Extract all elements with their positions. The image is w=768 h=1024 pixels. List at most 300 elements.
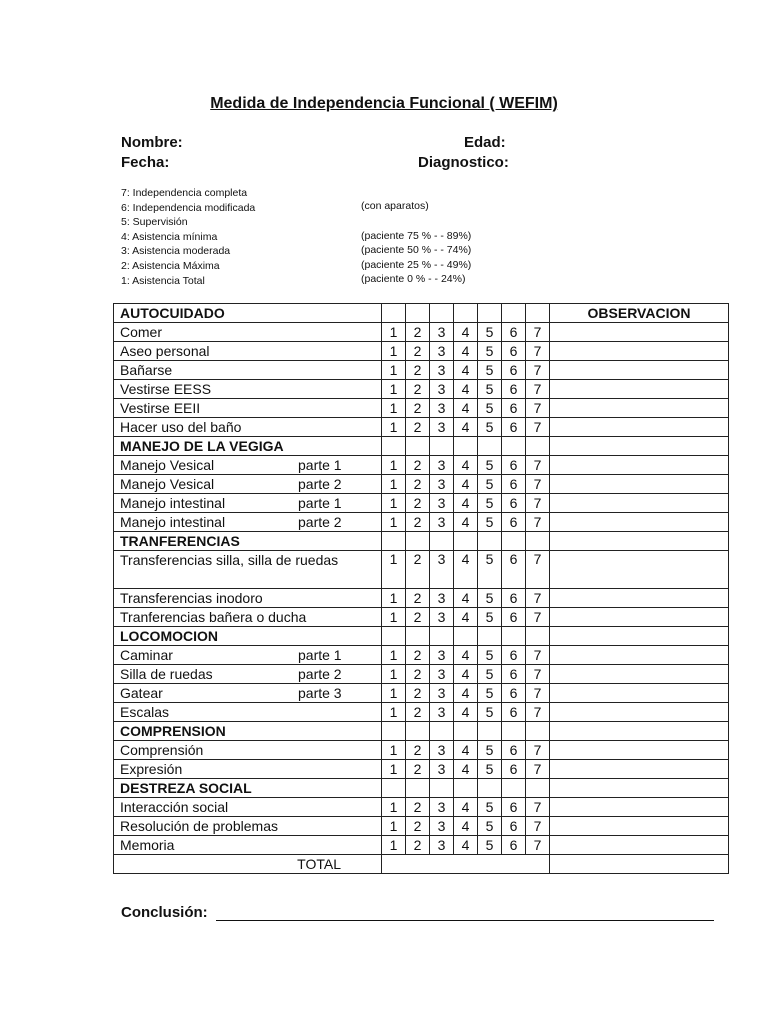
edad-label: Edad: <box>464 134 506 151</box>
empty-cell <box>526 304 550 323</box>
empty-cell <box>454 532 478 551</box>
observacion-cell[interactable] <box>550 494 729 513</box>
observacion-cell[interactable] <box>550 665 729 684</box>
score-option[interactable]: 7 <box>526 418 550 437</box>
score-option[interactable]: 5 <box>478 456 502 475</box>
score-option[interactable]: 2 <box>406 456 430 475</box>
section-row <box>114 722 729 741</box>
empty-cell <box>478 779 502 798</box>
score-option[interactable]: 3 <box>430 646 454 665</box>
item-row <box>114 399 729 418</box>
score-option[interactable]: 4 <box>454 665 478 684</box>
score-option[interactable]: 3 <box>430 475 454 494</box>
observacion-cell[interactable] <box>550 532 729 551</box>
empty-cell <box>406 304 430 323</box>
score-option[interactable]: 3 <box>430 456 454 475</box>
item-label-cell <box>114 817 382 836</box>
score-option[interactable]: 6 <box>502 817 526 836</box>
score-option[interactable]: 3 <box>430 760 454 779</box>
score-option[interactable]: 3 <box>430 741 454 760</box>
score-option[interactable]: 2 <box>406 342 430 361</box>
item-row <box>114 456 729 475</box>
score-option[interactable]: 7 <box>526 475 550 494</box>
item-label-cell <box>114 836 382 855</box>
score-option[interactable]: 2 <box>406 760 430 779</box>
score-option[interactable]: 7 <box>526 589 550 608</box>
empty-cell <box>430 627 454 646</box>
fecha-label: Fecha: <box>121 154 170 171</box>
score-option[interactable]: 4 <box>454 494 478 513</box>
score-option[interactable]: 3 <box>430 665 454 684</box>
item-row <box>114 684 729 703</box>
score-option[interactable]: 7 <box>526 608 550 627</box>
score-option[interactable]: 5 <box>478 608 502 627</box>
score-option[interactable]: 6 <box>502 646 526 665</box>
observacion-cell[interactable] <box>550 817 729 836</box>
score-option[interactable]: 5 <box>478 551 502 589</box>
item-label-cell <box>114 551 382 589</box>
legend-note: (paciente 25 % - - 49%) <box>361 259 472 271</box>
score-option[interactable]: 5 <box>478 513 502 532</box>
observacion-cell[interactable] <box>550 741 729 760</box>
item-label: Memoria <box>120 836 175 853</box>
score-option[interactable]: 2 <box>406 380 430 399</box>
score-option[interactable]: 6 <box>502 608 526 627</box>
score-option[interactable]: 5 <box>478 418 502 437</box>
empty-cell <box>382 304 406 323</box>
score-option[interactable]: 3 <box>430 399 454 418</box>
item-label: Comer <box>120 323 163 340</box>
score-option[interactable]: 1 <box>382 551 406 589</box>
score-option[interactable]: 1 <box>382 475 406 494</box>
score-option[interactable]: 2 <box>406 684 430 703</box>
score-option[interactable]: 1 <box>382 760 406 779</box>
item-label-cell <box>114 513 382 532</box>
item-row <box>114 418 729 437</box>
score-option[interactable]: 4 <box>454 760 478 779</box>
score-option[interactable]: 6 <box>502 456 526 475</box>
item-label: Caminar <box>120 646 173 663</box>
item-part: parte 2 <box>298 665 342 682</box>
score-option[interactable]: 4 <box>454 551 478 589</box>
score-option[interactable]: 1 <box>382 494 406 513</box>
item-part: parte 2 <box>298 475 342 492</box>
score-option[interactable]: 6 <box>502 399 526 418</box>
score-option[interactable]: 7 <box>526 646 550 665</box>
score-option[interactable]: 5 <box>478 703 502 722</box>
section-title: AUTOCUIDADO <box>114 304 382 323</box>
item-label-cell <box>114 589 382 608</box>
score-option[interactable]: 4 <box>454 456 478 475</box>
legend-note: (paciente 0 % - - 24%) <box>361 273 466 285</box>
score-option[interactable]: 1 <box>382 798 406 817</box>
section-title: LOCOMOCION <box>114 627 382 646</box>
score-option[interactable]: 7 <box>526 798 550 817</box>
item-label: Bañarse <box>120 361 173 378</box>
observacion-cell[interactable] <box>550 418 729 437</box>
score-option[interactable]: 2 <box>406 551 430 589</box>
item-part: parte 2 <box>298 513 342 530</box>
score-option[interactable]: 3 <box>430 361 454 380</box>
score-option[interactable]: 5 <box>478 760 502 779</box>
empty-cell <box>406 722 430 741</box>
score-option[interactable]: 2 <box>406 703 430 722</box>
item-row <box>114 665 729 684</box>
item-label-cell <box>114 418 382 437</box>
score-option[interactable]: 2 <box>406 646 430 665</box>
empty-cell <box>430 304 454 323</box>
observacion-cell[interactable] <box>550 361 729 380</box>
score-option[interactable]: 6 <box>502 361 526 380</box>
observacion-cell[interactable] <box>550 855 729 874</box>
score-option[interactable]: 5 <box>478 323 502 342</box>
score-option[interactable]: 6 <box>502 551 526 589</box>
item-label-cell <box>114 798 382 817</box>
score-option[interactable]: 4 <box>454 703 478 722</box>
item-row <box>114 551 729 589</box>
item-row <box>114 646 729 665</box>
section-title: DESTREZA SOCIAL <box>114 779 382 798</box>
score-option[interactable]: 6 <box>502 589 526 608</box>
empty-cell <box>454 779 478 798</box>
score-option[interactable]: 3 <box>430 342 454 361</box>
score-option[interactable]: 1 <box>382 703 406 722</box>
empty-cell <box>502 627 526 646</box>
score-option[interactable]: 6 <box>502 703 526 722</box>
score-option[interactable]: 3 <box>430 684 454 703</box>
score-option[interactable]: 4 <box>454 342 478 361</box>
score-option[interactable]: 1 <box>382 836 406 855</box>
score-option[interactable]: 1 <box>382 513 406 532</box>
score-option[interactable]: 4 <box>454 817 478 836</box>
observacion-cell[interactable] <box>550 608 729 627</box>
legend-note: (paciente 75 % - - 89%) <box>361 230 472 242</box>
score-option[interactable]: 5 <box>478 646 502 665</box>
item-label-cell <box>114 703 382 722</box>
score-option[interactable]: 3 <box>430 608 454 627</box>
item-row <box>114 342 729 361</box>
empty-cell <box>502 722 526 741</box>
score-option[interactable]: 1 <box>382 646 406 665</box>
legend-note: (paciente 50 % - - 74%) <box>361 244 472 256</box>
score-option[interactable]: 1 <box>382 361 406 380</box>
empty-cell <box>382 437 406 456</box>
item-label: Tranferencias bañera o ducha <box>120 608 307 625</box>
item-label-cell <box>114 380 382 399</box>
score-option[interactable]: 5 <box>478 817 502 836</box>
score-option[interactable]: 2 <box>406 798 430 817</box>
score-option[interactable]: 1 <box>382 589 406 608</box>
observacion-cell[interactable] <box>550 627 729 646</box>
score-option[interactable]: 4 <box>454 399 478 418</box>
observacion-cell[interactable] <box>550 513 729 532</box>
observacion-cell[interactable] <box>550 380 729 399</box>
section-title: TRANFERENCIAS <box>114 532 382 551</box>
total-value-cell[interactable] <box>382 855 550 874</box>
score-option[interactable]: 5 <box>478 665 502 684</box>
score-option[interactable]: 1 <box>382 817 406 836</box>
item-label: Vestirse EESS <box>120 380 212 397</box>
score-option[interactable]: 3 <box>430 418 454 437</box>
item-label: Vestirse EEII <box>120 399 201 416</box>
score-option[interactable]: 1 <box>382 456 406 475</box>
item-label: Manejo Vesical <box>120 475 215 492</box>
score-option[interactable]: 6 <box>502 741 526 760</box>
score-option[interactable]: 6 <box>502 475 526 494</box>
observacion-cell[interactable] <box>550 342 729 361</box>
item-row <box>114 741 729 760</box>
empty-cell <box>454 627 478 646</box>
score-option[interactable]: 2 <box>406 361 430 380</box>
score-option[interactable]: 5 <box>478 361 502 380</box>
score-option[interactable]: 1 <box>382 741 406 760</box>
score-option[interactable]: 4 <box>454 475 478 494</box>
score-option[interactable]: 5 <box>478 342 502 361</box>
score-option[interactable]: 3 <box>430 494 454 513</box>
legend-item: 2: Asistencia Máxima <box>121 259 220 272</box>
score-option[interactable]: 3 <box>430 551 454 589</box>
score-option[interactable]: 7 <box>526 817 550 836</box>
observacion-cell[interactable] <box>550 684 729 703</box>
observacion-cell[interactable] <box>550 703 729 722</box>
empty-cell <box>382 532 406 551</box>
score-option[interactable]: 2 <box>406 836 430 855</box>
score-option[interactable]: 7 <box>526 380 550 399</box>
item-part: parte 1 <box>298 456 342 473</box>
empty-cell <box>526 722 550 741</box>
empty-cell <box>526 532 550 551</box>
score-option[interactable]: 2 <box>406 418 430 437</box>
empty-cell <box>430 437 454 456</box>
score-option[interactable]: 5 <box>478 589 502 608</box>
item-label: Comprensión <box>120 741 204 758</box>
score-option[interactable]: 6 <box>502 380 526 399</box>
section-title: COMPRENSION <box>114 722 382 741</box>
observacion-cell[interactable] <box>550 475 729 494</box>
score-option[interactable]: 2 <box>406 817 430 836</box>
item-label: Gatear <box>120 684 163 701</box>
section-row <box>114 532 729 551</box>
score-option[interactable]: 1 <box>382 665 406 684</box>
score-option[interactable]: 4 <box>454 418 478 437</box>
item-label: Transferencias inodoro <box>120 589 263 606</box>
score-option[interactable]: 2 <box>406 665 430 684</box>
score-option[interactable]: 4 <box>454 836 478 855</box>
score-option[interactable]: 2 <box>406 323 430 342</box>
empty-cell <box>526 779 550 798</box>
score-option[interactable]: 7 <box>526 456 550 475</box>
score-option[interactable]: 3 <box>430 836 454 855</box>
legend-item: 1: Asistencia Total <box>121 274 205 287</box>
score-option[interactable]: 2 <box>406 399 430 418</box>
total-label: TOTAL <box>114 855 382 874</box>
empty-cell <box>382 779 406 798</box>
legend-item: 6: Independencia modificada <box>121 201 256 214</box>
score-option[interactable]: 5 <box>478 684 502 703</box>
score-option[interactable]: 1 <box>382 399 406 418</box>
observacion-cell[interactable] <box>550 836 729 855</box>
score-option[interactable]: 7 <box>526 399 550 418</box>
item-label-cell <box>114 608 382 627</box>
score-option[interactable]: 5 <box>478 836 502 855</box>
empty-cell <box>502 437 526 456</box>
score-option[interactable]: 4 <box>454 323 478 342</box>
score-option[interactable]: 5 <box>478 741 502 760</box>
empty-cell <box>478 532 502 551</box>
empty-cell <box>502 532 526 551</box>
score-option[interactable]: 4 <box>454 684 478 703</box>
score-option[interactable]: 4 <box>454 798 478 817</box>
empty-cell <box>454 437 478 456</box>
score-option[interactable]: 6 <box>502 513 526 532</box>
empty-cell <box>478 437 502 456</box>
score-option[interactable]: 6 <box>502 665 526 684</box>
score-option[interactable]: 2 <box>406 741 430 760</box>
score-option[interactable]: 1 <box>382 380 406 399</box>
score-option[interactable]: 2 <box>406 494 430 513</box>
item-part: parte 1 <box>298 646 342 663</box>
item-row <box>114 817 729 836</box>
score-option[interactable]: 6 <box>502 418 526 437</box>
empty-cell <box>454 722 478 741</box>
item-label: Resolución de problemas <box>120 817 278 834</box>
item-row <box>114 703 729 722</box>
score-option[interactable]: 6 <box>502 836 526 855</box>
observacion-cell[interactable] <box>550 722 729 741</box>
item-row <box>114 323 729 342</box>
score-option[interactable]: 6 <box>502 494 526 513</box>
score-option[interactable]: 1 <box>382 608 406 627</box>
score-option[interactable]: 6 <box>502 760 526 779</box>
item-label-cell <box>114 494 382 513</box>
score-option[interactable]: 4 <box>454 589 478 608</box>
score-option[interactable]: 6 <box>502 798 526 817</box>
score-option[interactable]: 5 <box>478 494 502 513</box>
score-option[interactable]: 7 <box>526 361 550 380</box>
score-option[interactable]: 7 <box>526 760 550 779</box>
item-row <box>114 608 729 627</box>
item-label-cell <box>114 665 382 684</box>
empty-cell <box>526 437 550 456</box>
observacion-cell[interactable] <box>550 798 729 817</box>
score-option[interactable]: 2 <box>406 608 430 627</box>
empty-cell <box>430 532 454 551</box>
score-option[interactable]: 1 <box>382 323 406 342</box>
score-option[interactable]: 4 <box>454 380 478 399</box>
score-option[interactable]: 5 <box>478 399 502 418</box>
item-label-cell <box>114 323 382 342</box>
item-label-cell <box>114 684 382 703</box>
score-option[interactable]: 1 <box>382 418 406 437</box>
score-option[interactable]: 4 <box>454 608 478 627</box>
score-option[interactable]: 7 <box>526 703 550 722</box>
item-label-cell <box>114 475 382 494</box>
observacion-cell[interactable] <box>550 323 729 342</box>
score-option[interactable]: 2 <box>406 475 430 494</box>
item-part: parte 3 <box>298 684 342 701</box>
conclusion-label: Conclusión: <box>121 904 208 921</box>
observacion-cell[interactable] <box>550 760 729 779</box>
item-label-cell <box>114 741 382 760</box>
observacion-cell[interactable] <box>550 437 729 456</box>
observacion-cell[interactable] <box>550 456 729 475</box>
score-option[interactable]: 7 <box>526 323 550 342</box>
legend-item: 4: Asistencia mínima <box>121 230 218 243</box>
score-option[interactable]: 7 <box>526 665 550 684</box>
score-option[interactable]: 7 <box>526 513 550 532</box>
empty-cell <box>478 304 502 323</box>
item-label: Manejo intestinal <box>120 494 226 511</box>
item-label: Interacción social <box>120 798 229 815</box>
item-part: parte 1 <box>298 494 342 511</box>
item-label-cell <box>114 760 382 779</box>
observacion-cell[interactable] <box>550 551 729 589</box>
score-option[interactable]: 3 <box>430 798 454 817</box>
score-option[interactable]: 3 <box>430 589 454 608</box>
item-label: Silla de ruedas <box>120 665 213 682</box>
observacion-cell[interactable] <box>550 399 729 418</box>
observacion-cell[interactable] <box>550 646 729 665</box>
empty-cell <box>406 437 430 456</box>
score-option[interactable]: 4 <box>454 741 478 760</box>
item-label-cell <box>114 361 382 380</box>
score-option[interactable]: 2 <box>406 589 430 608</box>
score-option[interactable]: 6 <box>502 342 526 361</box>
score-option[interactable]: 3 <box>430 380 454 399</box>
score-option[interactable]: 5 <box>478 380 502 399</box>
score-option[interactable]: 7 <box>526 741 550 760</box>
score-option[interactable]: 3 <box>430 513 454 532</box>
section-row <box>114 437 729 456</box>
score-option[interactable]: 7 <box>526 342 550 361</box>
score-option[interactable]: 7 <box>526 494 550 513</box>
item-row <box>114 361 729 380</box>
legend-note: (con aparatos) <box>361 200 429 212</box>
score-option[interactable]: 2 <box>406 513 430 532</box>
item-row <box>114 513 729 532</box>
score-option[interactable]: 7 <box>526 836 550 855</box>
score-option[interactable]: 5 <box>478 798 502 817</box>
score-option[interactable]: 7 <box>526 551 550 589</box>
empty-cell <box>406 627 430 646</box>
score-option[interactable]: 6 <box>502 323 526 342</box>
observacion-cell[interactable] <box>550 589 729 608</box>
score-option[interactable]: 4 <box>454 646 478 665</box>
item-label-cell <box>114 646 382 665</box>
item-row <box>114 589 729 608</box>
empty-cell <box>526 627 550 646</box>
item-label: Manejo intestinal <box>120 513 226 530</box>
item-label: Transferencias silla, silla de ruedas <box>120 552 339 568</box>
form-title: Medida de Independencia Funcional ( WEFIM) <box>210 95 558 112</box>
score-option[interactable]: 3 <box>430 703 454 722</box>
score-option[interactable]: 5 <box>478 475 502 494</box>
conclusion-line[interactable] <box>216 920 714 921</box>
empty-cell <box>478 627 502 646</box>
score-option[interactable]: 3 <box>430 323 454 342</box>
score-option[interactable]: 4 <box>454 513 478 532</box>
empty-cell <box>406 532 430 551</box>
score-option[interactable]: 3 <box>430 817 454 836</box>
observacion-cell[interactable] <box>550 779 729 798</box>
score-option[interactable]: 6 <box>502 684 526 703</box>
legend-item: 7: Independencia completa <box>121 187 248 199</box>
score-option[interactable]: 1 <box>382 342 406 361</box>
score-option[interactable]: 1 <box>382 684 406 703</box>
observacion-header: OBSERVACION <box>550 304 729 323</box>
score-option[interactable]: 7 <box>526 684 550 703</box>
score-option[interactable]: 4 <box>454 361 478 380</box>
